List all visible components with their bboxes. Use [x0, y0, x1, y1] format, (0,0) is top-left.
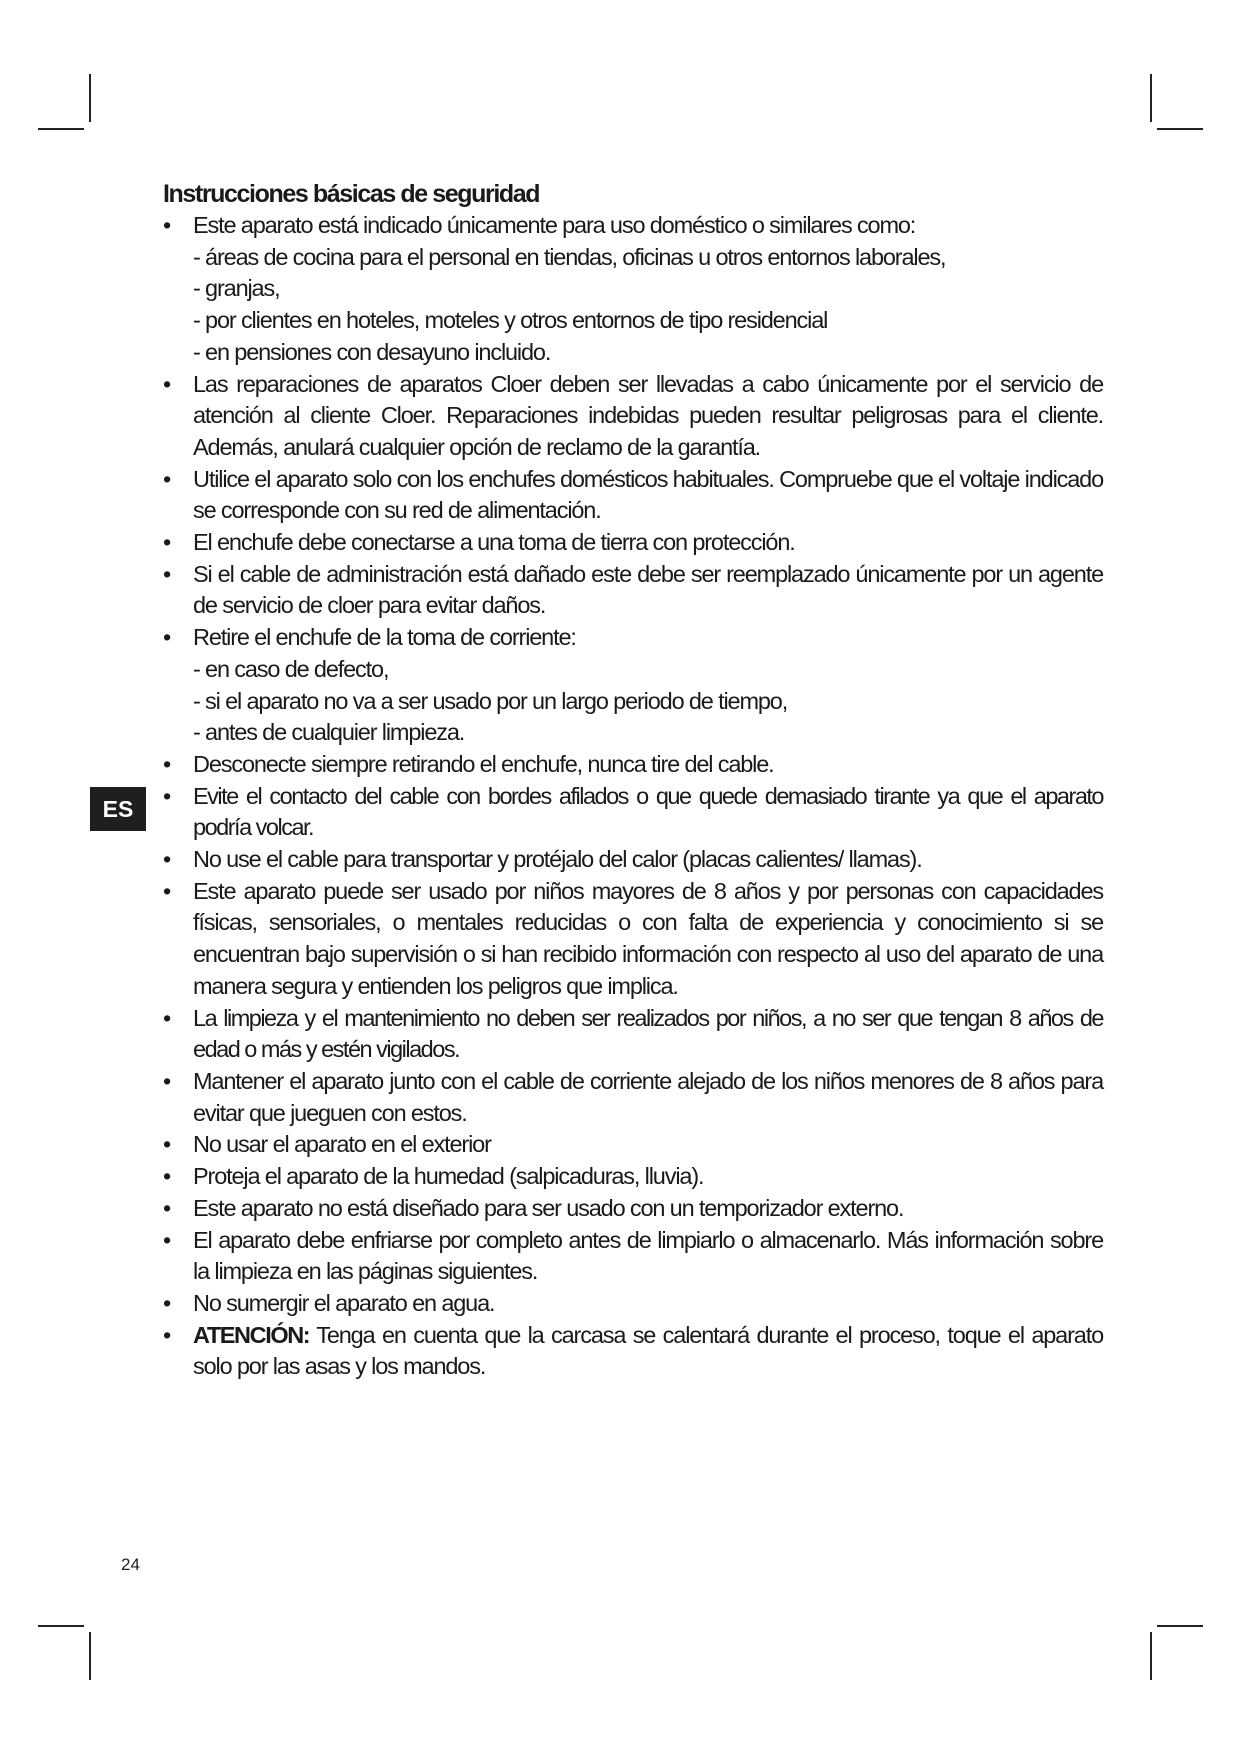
bullet-icon: • — [163, 1194, 171, 1221]
list-item-body: No usar el aparato en el exterior — [193, 1131, 491, 1158]
safety-list — [163, 210, 1103, 1383]
list-item — [163, 1225, 1103, 1288]
section-title: Instrucciones básicas de seguridad — [163, 180, 540, 208]
list-item — [163, 1288, 1103, 1320]
language-tab: ES — [90, 787, 146, 831]
list-item-body: Este aparato está indicado únicamente para uso doméstico o similares como: — [193, 212, 916, 238]
bullet-icon: • — [163, 370, 171, 397]
bullet-icon: • — [163, 212, 171, 238]
bullet-icon: • — [163, 782, 171, 809]
bullet-icon: • — [163, 750, 171, 777]
bullet-icon: • — [163, 1226, 171, 1253]
sub-list — [193, 654, 1103, 749]
bullet-icon: • — [163, 846, 171, 873]
list-item-body: Este aparato puede ser usado por niños mayores de 8 años y por personas con capacidades físicas, sensoriales, o mentales reducidas o con falta de experiencia y conocimiento si se encuentran bajo supervisión o si han recibido información con respecto al uso del aparato de una manera segura y entienden los peligros que implica. — [193, 877, 1103, 999]
warning-label: ATENCIÓN: — [193, 1321, 310, 1348]
bullet-icon: • — [163, 560, 171, 587]
list-item-text — [193, 1322, 1103, 1380]
sub-list-item: - en caso de defecto, — [193, 655, 389, 682]
list-item — [163, 749, 1103, 781]
bullet-icon: • — [163, 1289, 171, 1316]
crop-mark-top-left-v — [89, 74, 91, 122]
bullet-icon: • — [163, 465, 171, 492]
list-item — [163, 210, 1103, 369]
bullet-icon: • — [163, 1163, 171, 1190]
list-item-text — [193, 1068, 1103, 1126]
list-item — [163, 369, 1103, 464]
list-item-text — [193, 1163, 703, 1189]
bullet-icon: • — [163, 877, 171, 904]
sub-list-item: - en pensiones con desayuno incluido. — [193, 338, 551, 365]
list-item — [163, 876, 1103, 1003]
list-item-body: No use el cable para transportar y protéjalo del calor (placas calientes/ llamas). — [193, 846, 922, 873]
list-item-body: Retire el enchufe de la toma de corriente: — [193, 624, 576, 651]
list-item-text — [193, 561, 1103, 619]
list-item-body: Proteja el aparato de la humedad (salpicaduras, lluvia). — [193, 1163, 704, 1190]
list-item — [163, 464, 1103, 527]
bullet-icon: • — [163, 1131, 171, 1158]
list-item-body: Las reparaciones de aparatos Cloer deben ser llevadas a cabo únicamente por el servicio de atención al cliente Cloer. Reparaciones indebidas pueden resultar peligrosas para el cliente. Además, anulará cualquier opción de reclamo de la garantía. — [193, 370, 1103, 460]
list-item-text — [193, 529, 795, 555]
crop-mark-top-left-h — [38, 128, 84, 130]
list-item-body: Evite el contacto del cable con bordes afilados o que quede demasiado tirante ya que el aparato podría volcar. — [193, 782, 1103, 841]
list-item-text — [193, 878, 1103, 999]
crop-mark-top-right-h — [1157, 128, 1203, 130]
list-item-body: No sumergir el aparato en agua. — [193, 1289, 495, 1316]
list-item-text — [193, 751, 774, 777]
list-item — [163, 622, 1103, 749]
list-item-text — [193, 1227, 1103, 1285]
list-item — [163, 1193, 1103, 1225]
list-item-text — [193, 1290, 494, 1316]
sub-list-item: - si el aparato no va a ser usado por un largo periodo de tiempo, — [193, 687, 788, 714]
bullet-icon: • — [163, 1321, 171, 1348]
list-item-text — [193, 624, 576, 650]
crop-mark-bottom-left-v — [89, 1632, 91, 1680]
page-number: 24 — [121, 1555, 140, 1574]
list-item-body: La limpieza y el mantenimiento no deben ser realizados por niños, a no ser que tengan 8 años de edad o más y estén vigilados. — [193, 1004, 1103, 1063]
crop-mark-bottom-left-h — [38, 1625, 84, 1627]
list-item-body: El aparato debe enfriarse por completo antes de limpiarlo o almacenarlo. Más información sobre la limpieza en las páginas siguientes. — [193, 1226, 1103, 1285]
safety-instructions-section — [163, 178, 1103, 1383]
bullet-icon: • — [163, 1067, 171, 1094]
list-item-body: El enchufe debe conectarse a una toma de tierra con protección. — [193, 529, 795, 556]
sub-list — [193, 242, 1103, 369]
list-item — [163, 1066, 1103, 1129]
list-item-text — [193, 466, 1103, 524]
list-item-text — [193, 1005, 1103, 1063]
list-item-body: Este aparato no está diseñado para ser usado con un temporizador externo. — [193, 1194, 904, 1221]
list-item — [163, 1129, 1103, 1161]
list-item-text — [193, 783, 1103, 841]
list-item-body: Desconecte siempre retirando el enchufe, nunca tire del cable. — [193, 750, 774, 777]
crop-mark-bottom-right-h — [1157, 1625, 1203, 1627]
list-item-body: Tenga en cuenta que la carcasa se calentará durante el proceso, toque el aparato solo por las asas y los mandos. — [193, 1321, 1103, 1380]
bullet-icon: • — [163, 624, 171, 651]
sub-list-item: - antes de cualquier limpieza. — [193, 719, 465, 746]
list-item-body: Mantener el aparato junto con el cable de corriente alejado de los niños menores de 8 años para evitar que jueguen con estos. — [193, 1067, 1103, 1126]
list-item-text — [193, 371, 1103, 460]
list-item — [163, 781, 1103, 844]
sub-list-item: - por clientes en hoteles, moteles y otros entornos de tipo residencial — [193, 307, 828, 334]
list-item-text — [193, 1195, 903, 1221]
list-item-body: Si el cable de administración está dañado este debe ser reemplazado únicamente por un agente de servicio de cloer para evitar daños. — [193, 560, 1103, 619]
sub-list-item: - áreas de cocina para el personal en tiendas, oficinas u otros entornos laborales, — [193, 243, 946, 270]
list-item-text — [193, 846, 922, 872]
list-item — [163, 559, 1103, 622]
list-item — [163, 1161, 1103, 1193]
list-item-text — [193, 1131, 491, 1157]
crop-mark-bottom-right-v — [1150, 1632, 1152, 1680]
list-item-body: Utilice el aparato solo con los enchufes domésticos habituales. Compruebe que el voltaje indicado se corresponde con su red de alimentación. — [193, 465, 1104, 524]
list-item — [163, 1320, 1103, 1383]
list-item-text — [193, 212, 915, 238]
bullet-icon: • — [163, 529, 171, 556]
bullet-icon: • — [163, 1004, 171, 1031]
crop-mark-top-right-v — [1150, 74, 1152, 122]
sub-list-item: - granjas, — [193, 275, 280, 302]
list-item — [163, 1003, 1103, 1066]
list-item — [163, 844, 1103, 876]
list-item — [163, 527, 1103, 559]
